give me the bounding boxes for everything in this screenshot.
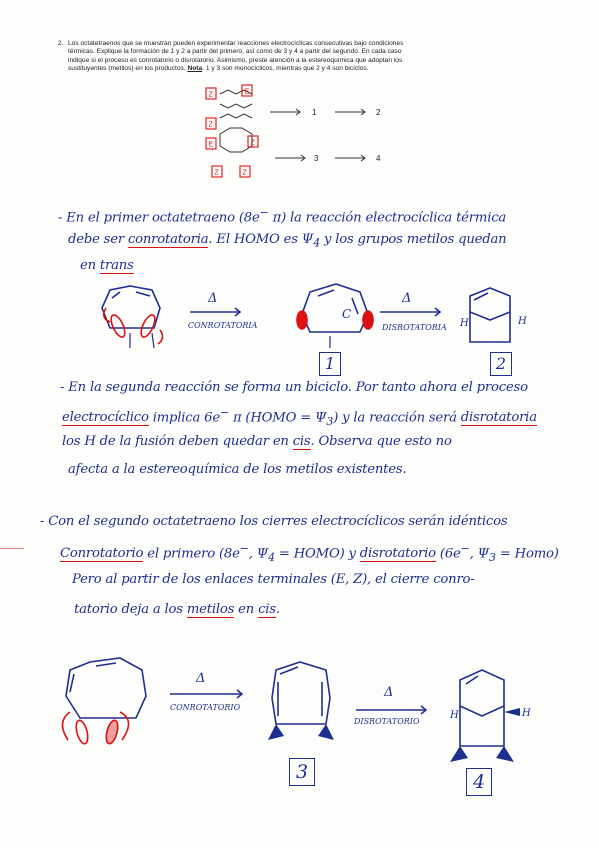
reaction1-box-1 <box>319 352 341 376</box>
answer1-line2-c: y los grupos metilos quedan <box>320 232 507 247</box>
answer3-line1: - Con el segundo octatetraeno los cierres electrocíclicos serán idénticos <box>40 514 508 529</box>
stereo-label-5: Z <box>250 139 255 147</box>
reaction2-arrow2-label: DISROTATORIO <box>354 717 420 726</box>
stereo-label-6: Z <box>214 169 219 177</box>
answer2-line2-c: ) y la reacción será <box>333 410 461 426</box>
reaction2-box-4 <box>466 768 492 796</box>
question-number: 2. <box>58 40 64 47</box>
answer3-line2-a: el primero (8e <box>143 546 240 562</box>
answer3-line2-sub2: 3 <box>489 551 496 565</box>
answer2-line2 <box>62 406 537 428</box>
answer1-conrotatoria: conrotatoria <box>127 232 209 247</box>
answer2-line4: afecta a la estereoquímica de los metilos existentes. <box>68 462 407 477</box>
reaction1-box-2 <box>490 352 512 376</box>
answer2-disrotatoria: disrotatoria <box>460 410 537 426</box>
stereo-label-7: Z <box>242 169 247 177</box>
answer3-line2-sup: − <box>239 542 249 555</box>
answer2-cis: cis <box>292 434 311 449</box>
answer3-disrotatorio: disrotatorio <box>359 546 436 562</box>
question-scheme <box>200 82 400 182</box>
answer3-line2-e: , Ψ <box>469 546 490 562</box>
answer1-line2-a: debe ser <box>68 232 128 247</box>
stereo-label-4: E <box>208 141 214 149</box>
answer1-line1-b: π) la reacción electrocíclica térmica <box>268 210 507 226</box>
stereo-label-3: Z <box>208 121 213 129</box>
answer2-line3-a: los H de la fusión deben quedar en <box>62 434 293 449</box>
answer1-line1-a: - En el primer octatetraeno (8e <box>58 210 260 226</box>
reaction2-h-left: H <box>450 710 459 721</box>
answer3-line4-a: tatorio deja a los <box>74 602 187 617</box>
answer3-line2 <box>60 542 559 564</box>
question-line-3: indique si el proceso es conrotatorio o disrotatorio. Asimismo, preste atención a la estereoquímica que adoptan los <box>68 56 403 64</box>
question-line-4-text: sustituyentes (metilos) en los productos. <box>68 65 186 73</box>
reaction1-h-left: H <box>460 318 469 329</box>
scheme-product-2: 2 <box>376 108 381 117</box>
reaction1-arrow1-label: CONROTATORIA <box>188 321 258 330</box>
question-line-1: Los octatetraenos que se muestran pueden experimentar reacciones electrocíclicas consecutivas bajo condiciones <box>68 40 404 47</box>
answer1-line3-a: en <box>80 258 100 273</box>
answer1-line3 <box>80 258 134 273</box>
answer3-line2-sup2: − <box>460 542 470 555</box>
reaction2-box-3-text: 3 <box>295 761 309 783</box>
stereo-label-1: Z <box>208 91 213 99</box>
reaction1-ring-center: C <box>342 307 352 321</box>
margin-mark <box>0 548 24 549</box>
question-line-2: térmicas. Explique la formación de 1 y 2 a partir del primero, así como de 3 y 4 a partir del segundo. En cada caso <box>68 48 402 56</box>
answer2-line3-b: . Observa que esto no <box>310 434 452 449</box>
reaction1-box-2-text: 2 <box>495 354 507 373</box>
answer1-line2-b: . El HOMO es Ψ <box>208 232 314 247</box>
reaction2-box-4-text: 4 <box>472 771 486 793</box>
answer2-line2-sub: 3 <box>326 415 334 429</box>
answer3-metilos: metilos <box>186 602 235 617</box>
scheme-product-4: 4 <box>376 154 381 163</box>
reaction2-arrow1-delta: Δ <box>196 671 206 686</box>
answer1-line1-sup: − <box>259 206 269 219</box>
reaction1-box-1-text: 1 <box>324 354 336 373</box>
note-rest: . 1 y 3 son monocíclicos, mientras que 2 y 4 son bicíclos. <box>202 65 369 73</box>
reaction2-arrow2-delta: Δ <box>384 685 394 700</box>
answer3-line3: Pero al partir de los enlaces terminales (E, Z), el cierre conro- <box>72 572 475 587</box>
scheme-product-3: 3 <box>314 154 319 163</box>
answer1-line2-sub: 4 <box>313 236 320 250</box>
answer3-line4-c: . <box>275 602 280 617</box>
answer2-line2-b: π (HOMO = Ψ <box>228 410 327 426</box>
reaction1-arrow2-label: DISROTATORIA <box>382 323 447 332</box>
stereo-label-2: E <box>244 88 250 96</box>
answer2-line2-sup: − <box>219 406 229 419</box>
answer3-line2-d: (6e <box>435 546 461 562</box>
answer2-line2-a: implica 6e <box>148 410 220 426</box>
answer3-line2-f: = Homo) <box>495 546 559 562</box>
scheme-product-1: 1 <box>312 108 317 117</box>
reaction1-arrow2-delta: Δ <box>402 291 412 306</box>
answer3-line2-sub: 4 <box>268 551 275 565</box>
answer1-line2 <box>68 232 506 250</box>
answer2-line1: - En la segunda reacción se forma un biciclo. Por tanto ahora el proceso <box>60 380 528 395</box>
answer3-cis: cis <box>258 602 276 617</box>
answer3-line2-b: , Ψ <box>248 546 269 562</box>
reaction1-arrow1-delta: Δ <box>208 291 218 306</box>
note-bold: Nota <box>187 65 203 73</box>
answer3-line2-c: = HOMO) y <box>274 546 360 562</box>
reaction2-h-right: H <box>522 708 531 719</box>
answer2-line3 <box>62 434 452 449</box>
reaction1-h-right: H <box>518 316 527 327</box>
question-block <box>58 40 558 74</box>
answer3-line4-b: en <box>234 602 259 617</box>
answer1-line1 <box>58 206 506 225</box>
answer2-electrociclico: electrocíclico <box>62 410 149 426</box>
question-line-4 <box>68 65 558 73</box>
answer3-conrotatorio: Conrotatorio <box>60 546 144 562</box>
answer1-trans: trans <box>99 258 134 273</box>
reaction2-arrow1-label: CONROTATORIO <box>170 703 241 712</box>
answer3-line4 <box>74 602 280 617</box>
reaction2-box-3 <box>289 758 315 786</box>
